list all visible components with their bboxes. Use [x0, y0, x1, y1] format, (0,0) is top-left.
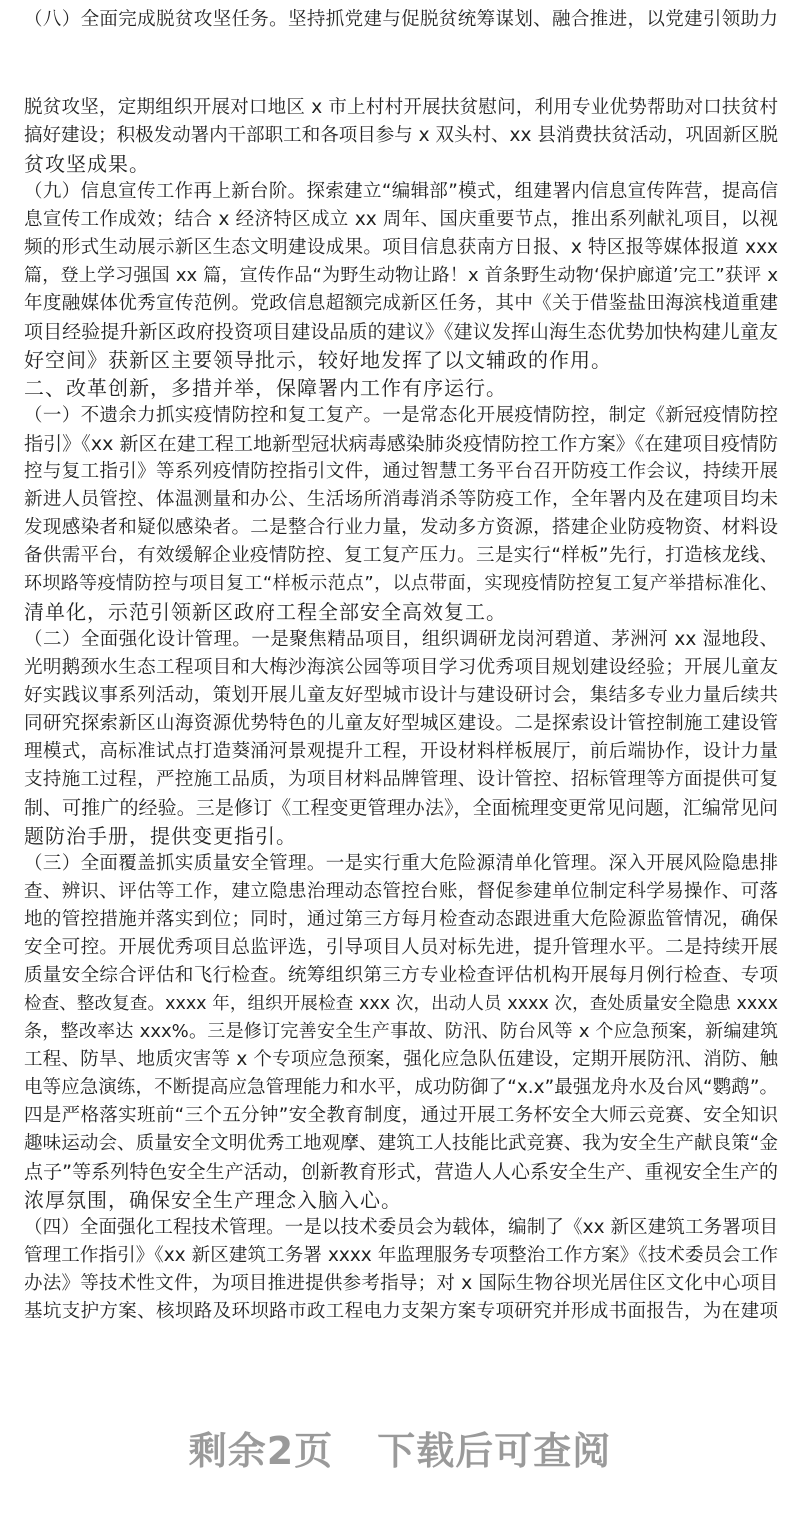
text-line: 年度融媒体优秀宣传范例。党政信息超额完成新区任务，其中《关于借鉴盐田海滨栈道重建 — [24, 293, 778, 314]
text-line: 制、可推广的经验。三是修订《工程变更管理办法》，全面梳理变更常见问题，汇编常见问 — [24, 797, 778, 819]
text-line: 浓厚氛围，确保安全生产理念入脑入心。 — [24, 1188, 402, 1212]
text-line: 题防治手册，提供变更指引。 — [24, 824, 297, 848]
text-line: 新进人员管控、体温测量和办公、生活场所消毒消杀等防疫工作，全年署内及在建项目均未 — [24, 489, 778, 510]
text-line: 条，整改率达 xxx%。三是修订完善安全生产事故、防汛、防台风等 x 个应急预案，新编建筑 — [24, 1021, 778, 1042]
text-line: 脱贫攻坚，定期组织开展对口地区 x 市上村村开展扶贫慰问，利用专业优势帮助对口扶贫村 — [24, 97, 778, 118]
text-line: 地的管控措施并落实到位；同时，通过第三方每月检查动态跟进重大危险源监管情况，确保 — [24, 909, 778, 930]
text-line: 好空间》获新区主要领导批示，较好地发挥了以文辅政的作用。 — [24, 348, 612, 372]
text-line: 指引》《xx 新区在建工程工地新型冠状病毒感染肺炎疫情防控工作方案》《在建项目疫情防 — [24, 433, 778, 455]
text-line: 管理工作指引》《xx 新区建筑工务署 xxxx 年监理服务专项整治工作方案》《技术委员会工作 — [24, 1245, 778, 1266]
text-line: 趣味运动会、质量安全文明优秀工地观摩、建筑工人技能比武竞赛、我为安全生产献良策“金 — [24, 1133, 778, 1154]
text-line: （二）全面强化设计管理。一是聚焦精品项目，组织调研龙岗河碧道、茅洲河 xx 湿地段、 — [24, 629, 778, 650]
text-line: 理模式，高标准试点打造葵涌河景观提升工程，开设材料样板展厅，前后端协作，设计力量 — [24, 741, 778, 762]
text-line: 工程、防旱、地质灾害等 x 个专项应急预案，强化应急队伍建设，定期开展防汛、消防、触 — [24, 1049, 778, 1070]
page-gap — [24, 34, 778, 94]
text-line: （四）全面强化工程技术管理。一是以技术委员会为载体，编制了《xx 新区建筑工务署项目 — [24, 1217, 778, 1238]
text-line: 同研究探索新区山海资源优势特色的儿童友好型城区建设。二是探索设计管控制施工建设管 — [24, 713, 778, 734]
text-line: 发现感染者和疑似感染者。二是整合行业力量，发动多方资源，搭建企业防疫物资、材料设 — [24, 517, 778, 538]
text-line: 篇，登上学习强国 xx 篇，宣传作品“为野生动物让路！x 首条野生动物‘保护廊道’完工”获评 x — [24, 265, 778, 286]
text-line: 贫攻坚成果。 — [24, 152, 150, 176]
text-line: 点子”等系列特色安全生产活动，创新教育形式，营造人人心系安全生产、重视安全生产的 — [24, 1161, 778, 1183]
text-line: 办法》等技术性文件，为项目推进提供参考指导；对 x 国际生物谷坝光居住区文化中心项目 — [24, 1273, 778, 1294]
text-line: 安全可控。开展优秀项目总监评选，引导项目人员对标先进，提升管理水平。二是持续开展 — [24, 937, 778, 958]
download-prompt-banner[interactable] — [0, 1420, 800, 1475]
text-line: 项目经验提升新区政府投资项目建设品质的建议》《建议发挥山海生态优势加快构建儿童友 — [24, 321, 778, 343]
text-line: 环坝路等疫情防控与项目复工“样板示范点”，以点带面，实现疫情防控复工复产举措标准化、 — [24, 573, 778, 594]
section-heading: 二、改革创新，多措并举，保障署内工作有序运行。 — [24, 376, 507, 400]
text-line: 质量安全综合评估和飞行检查。统筹组织第三方专业检查评估机构开展每月例行检查、专项 — [24, 965, 778, 986]
text-line: 光明鹅颈水生态工程项目和大梅沙海滨公园等项目学习优秀项目规划建设经验；开展儿童友 — [24, 657, 778, 678]
text-line: 支持施工过程，严控施工品质，为项目材料品牌管理、设计管控、招标管理等方面提供可复 — [24, 769, 778, 790]
text-line: 控与复工指引》等系列疫情防控指引文件，通过智慧工务平台召开防疫工作会议，持续开展 — [24, 461, 778, 482]
text-line: （一）不遗余力抓实疫情防控和复工复产。一是常态化开展疫情防控，制定《新冠疫情防控 — [24, 405, 778, 426]
text-line: （八）全面完成脱贫攻坚任务。坚持抓党建与促脱贫统筹谋划、融合推进，以党建引领助力 — [24, 9, 778, 30]
remaining-pages-label: 剩余2页 — [188, 1429, 334, 1473]
text-line: 检查、整改复查。xxxx 年，组织开展检查 xxx 次，出动人员 xxxx 次，查处质量安全隐患 xxxx — [24, 994, 778, 1014]
download-to-view-label[interactable]: 下载后可查阅 — [377, 1429, 612, 1473]
text-line: 四是严格落实班前“三个五分钟”安全教育制度，通过开展工务杯安全大师云竞赛、安全知识 — [24, 1105, 778, 1126]
text-line: 查、辨识、评估等工作，建立隐患治理动态管控台账，督促参建单位制定科学易操作、可落 — [24, 881, 778, 902]
text-line: 频的形式生动展示新区生态文明建设成果。项目信息获南方日报、x 特区报等媒体报道 xxx — [24, 237, 778, 258]
document-body — [24, 6, 778, 1326]
text-line: 电等应急演练，不断提高应急管理能力和水平，成功防御了“x.x”最强龙舟水及台风“鹦鹉”。 — [24, 1077, 778, 1098]
text-line: 清单化，示范引领新区政府工程全部安全高效复工。 — [24, 600, 507, 624]
text-line: 基坑支护方案、核坝路及环坝路市政工程电力支架方案专项研究并形成书面报告，为在建项 — [24, 1301, 778, 1322]
text-line: 息宣传工作成效；结合 x 经济特区成立 xx 周年、国庆重要节点，推出系列献礼项目，以视 — [24, 209, 778, 230]
text-line: 好实践议事系列活动，策划开展儿童友好型城市设计与建设研讨会，集结多专业力量后续共 — [24, 685, 778, 706]
text-line: （三）全面覆盖抓实质量安全管理。一是实行重大危险源清单化管理。深入开展风险隐患排 — [24, 853, 778, 874]
text-line: 备供需平台，有效缓解企业疫情防控、复工复产压力。三是实行“样板”先行，打造核龙线、 — [24, 545, 778, 566]
text-line: （九）信息宣传工作再上新台阶。探索建立“编辑部”模式，组建署内信息宣传阵营，提高信 — [24, 181, 778, 202]
text-line: 搞好建设；积极发动署内干部职工和各项目参与 x 双头村、xx 县消费扶贫活动，巩固新区脱 — [24, 125, 778, 146]
